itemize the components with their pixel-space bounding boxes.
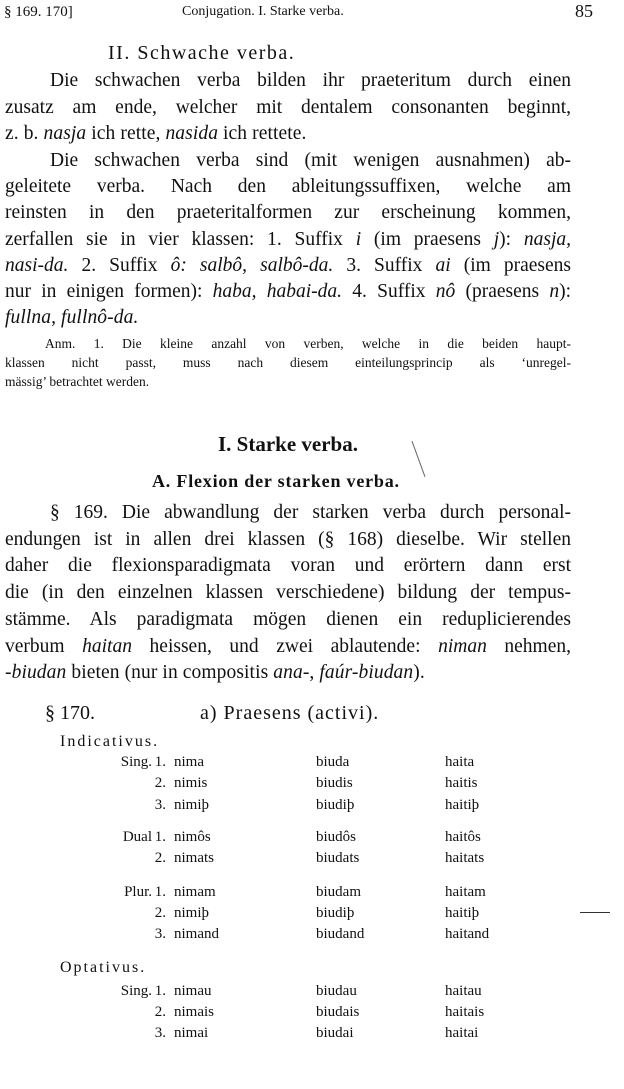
person-label: 1. — [154, 983, 166, 999]
text-line — [5, 123, 307, 145]
text-line: reinsten in den praeteritalformen zur erscheinung kommen, — [5, 202, 571, 224]
italic-word: haitan — [82, 635, 132, 657]
italic-word: nasja — [43, 123, 87, 144]
text-run: nehmen, — [486, 635, 571, 657]
person-label: 1. — [154, 829, 166, 845]
italic-word: fullna, fullnô-da. — [5, 307, 139, 329]
form-haitan: haitôs — [445, 829, 481, 845]
form-biudan: biudiþ — [316, 905, 355, 921]
form-niman: nima — [174, 754, 204, 770]
text-run: nur in einigen formen): — [5, 281, 213, 302]
section-170-title: a) Praesens (activi). — [200, 702, 380, 724]
form-haitan: haitau — [445, 983, 482, 999]
text-run: z. b. — [5, 123, 44, 144]
text-line: Die schwachen verba bilden ihr praeteritum durch einen — [50, 70, 571, 91]
form-haitan: haitai — [445, 1025, 479, 1041]
italic-word: j — [493, 228, 500, 250]
form-haitan: haitais — [445, 1004, 485, 1020]
person-label: 1. — [154, 884, 166, 900]
italic-word: ana- — [273, 662, 310, 684]
form-haitan: haitis — [445, 775, 478, 791]
form-niman: nimiþ — [174, 905, 210, 921]
scan-mark — [580, 912, 610, 913]
form-niman: nimats — [174, 850, 214, 866]
form-haitan: haitiþ — [445, 905, 480, 921]
number-label: Sing. — [120, 754, 152, 770]
text-line — [5, 281, 571, 303]
italic-word: nasja, — [523, 228, 571, 250]
person-label: 2. — [154, 850, 166, 866]
italic-word: i — [355, 228, 362, 250]
text-run: ich rette, — [86, 123, 166, 144]
text-line: stämme. Als paradigmata mögen dienen ein reduplicierendes — [5, 608, 571, 630]
italic-word: n — [549, 281, 560, 302]
person-label: 3. — [154, 1025, 166, 1041]
form-biudan: biudats — [316, 850, 360, 866]
heading-starke-verba: I. Starke verba. — [218, 432, 358, 456]
form-niman: nimais — [174, 1004, 214, 1020]
mood-label-optativus: Optativus. — [60, 959, 147, 976]
italic-word: haba, habai-da. — [212, 281, 343, 302]
text-line — [5, 307, 138, 329]
form-haitan: haitam — [445, 884, 486, 900]
form-biudan: biudais — [316, 1004, 360, 1020]
italic-word: ai — [435, 254, 451, 276]
mood-label-indicativus: Indicativus. — [60, 733, 160, 750]
italic-word: faúr-biudan — [319, 662, 414, 684]
form-haitan: haitiþ — [445, 797, 480, 813]
text-run: (im praesens — [361, 228, 494, 250]
form-biudan: biudam — [316, 884, 361, 900]
text-run: , — [309, 662, 320, 684]
form-niman: nimau — [174, 983, 212, 999]
text-run: bieten (nur in compositis — [66, 662, 274, 684]
text-line — [5, 255, 571, 277]
heading-schwache-verba: II. Schwache verba. — [108, 42, 296, 64]
person-label: 3. — [154, 926, 166, 942]
header-running-title: Conjugation. I. Starke verba. — [182, 4, 344, 19]
italic-word: -biudan — [5, 662, 67, 684]
form-biudan: biudôs — [316, 829, 357, 845]
person-label: 2. — [154, 1004, 166, 1020]
text-line — [5, 636, 571, 658]
subheading-flexion: A. Flexion der starken verba. — [152, 471, 400, 491]
form-niman: nimam — [174, 884, 216, 900]
person-label: 2. — [154, 775, 166, 791]
italic-word: niman — [438, 635, 487, 657]
italic-word: nasi-da. — [5, 254, 69, 276]
text-line: zusatz am ende, welcher mit dentalem consonanten beginnt, — [5, 96, 571, 118]
text-run: ): — [559, 281, 571, 302]
text-run: ). — [413, 662, 425, 684]
text-run: ): — [499, 228, 524, 250]
form-haitan: haitand — [445, 926, 490, 942]
text-line: § 169. Die abwandlung der starken verba durch personal- — [50, 502, 571, 523]
text-run: 4. Suffix — [342, 281, 436, 302]
form-biudan: biudand — [316, 926, 365, 942]
form-biudan: biudai — [316, 1025, 354, 1041]
form-haitan: haitats — [445, 850, 485, 866]
text-line — [5, 229, 571, 251]
text-run: heissen, und zwei ablautende: — [131, 635, 439, 657]
page-number: 85 — [575, 1, 593, 21]
section-170-label: § 170. — [45, 702, 95, 724]
form-haitan: haita — [445, 754, 475, 770]
number-label: Dual — [122, 829, 152, 845]
italic-word: ô: salbô, salbô-da. — [170, 254, 334, 276]
form-niman: nimai — [174, 1025, 209, 1041]
form-biudan: biudau — [316, 983, 357, 999]
scan-mark — [412, 441, 426, 477]
text-run: 3. Suffix — [333, 254, 436, 276]
text-run: ich rettete. — [218, 123, 307, 144]
text-line: daher die flexionsparadigmata voran und erörtern dann erst — [5, 555, 571, 577]
form-biudan: biuda — [316, 754, 350, 770]
italic-word: nô — [435, 281, 456, 302]
text-line: Die schwachen verba sind (mit wenigen ausnahmen) ab- — [50, 150, 571, 171]
form-niman: nimôs — [174, 829, 211, 845]
person-label: 2. — [154, 905, 166, 921]
header-section-ref: § 169. 170] — [4, 4, 73, 20]
text-run: zerfallen sie in vier klassen: 1. Suffix — [5, 228, 356, 250]
form-niman: nimand — [174, 926, 219, 942]
note-line: klassen nicht passt, muss nach diesem einteilungsprincip als ‘unregel- — [5, 355, 571, 370]
text-run: (praesens — [455, 281, 550, 302]
text-line — [5, 662, 425, 684]
form-biudan: biudis — [316, 775, 353, 791]
note-line: Anm. 1. Die kleine anzahl von verben, welche in die beiden haupt- — [45, 336, 571, 351]
note-line: mässig’ betrachtet werden. — [5, 374, 150, 389]
form-biudan: biudiþ — [316, 797, 355, 813]
text-line: endungen ist in allen drei klassen (§ 168) dieselbe. Wir stellen — [5, 528, 571, 550]
form-niman: nimiþ — [174, 797, 210, 813]
italic-word: nasida — [165, 123, 219, 144]
form-niman: nimis — [174, 775, 208, 791]
text-run: (im praesens — [450, 254, 572, 276]
text-run: verbum — [5, 635, 83, 657]
number-label: Plur. — [124, 884, 152, 900]
text-run: 2. Suffix — [68, 254, 171, 276]
text-line: die (in den einzelnen klassen verschiedene) bildung der tempus- — [5, 582, 571, 604]
number-label: Sing. — [120, 983, 152, 999]
person-label: 1. — [154, 754, 166, 770]
text-line: geleitete verba. Nach den ableitungssuffixen, welche am — [5, 176, 571, 198]
person-label: 3. — [154, 797, 166, 813]
